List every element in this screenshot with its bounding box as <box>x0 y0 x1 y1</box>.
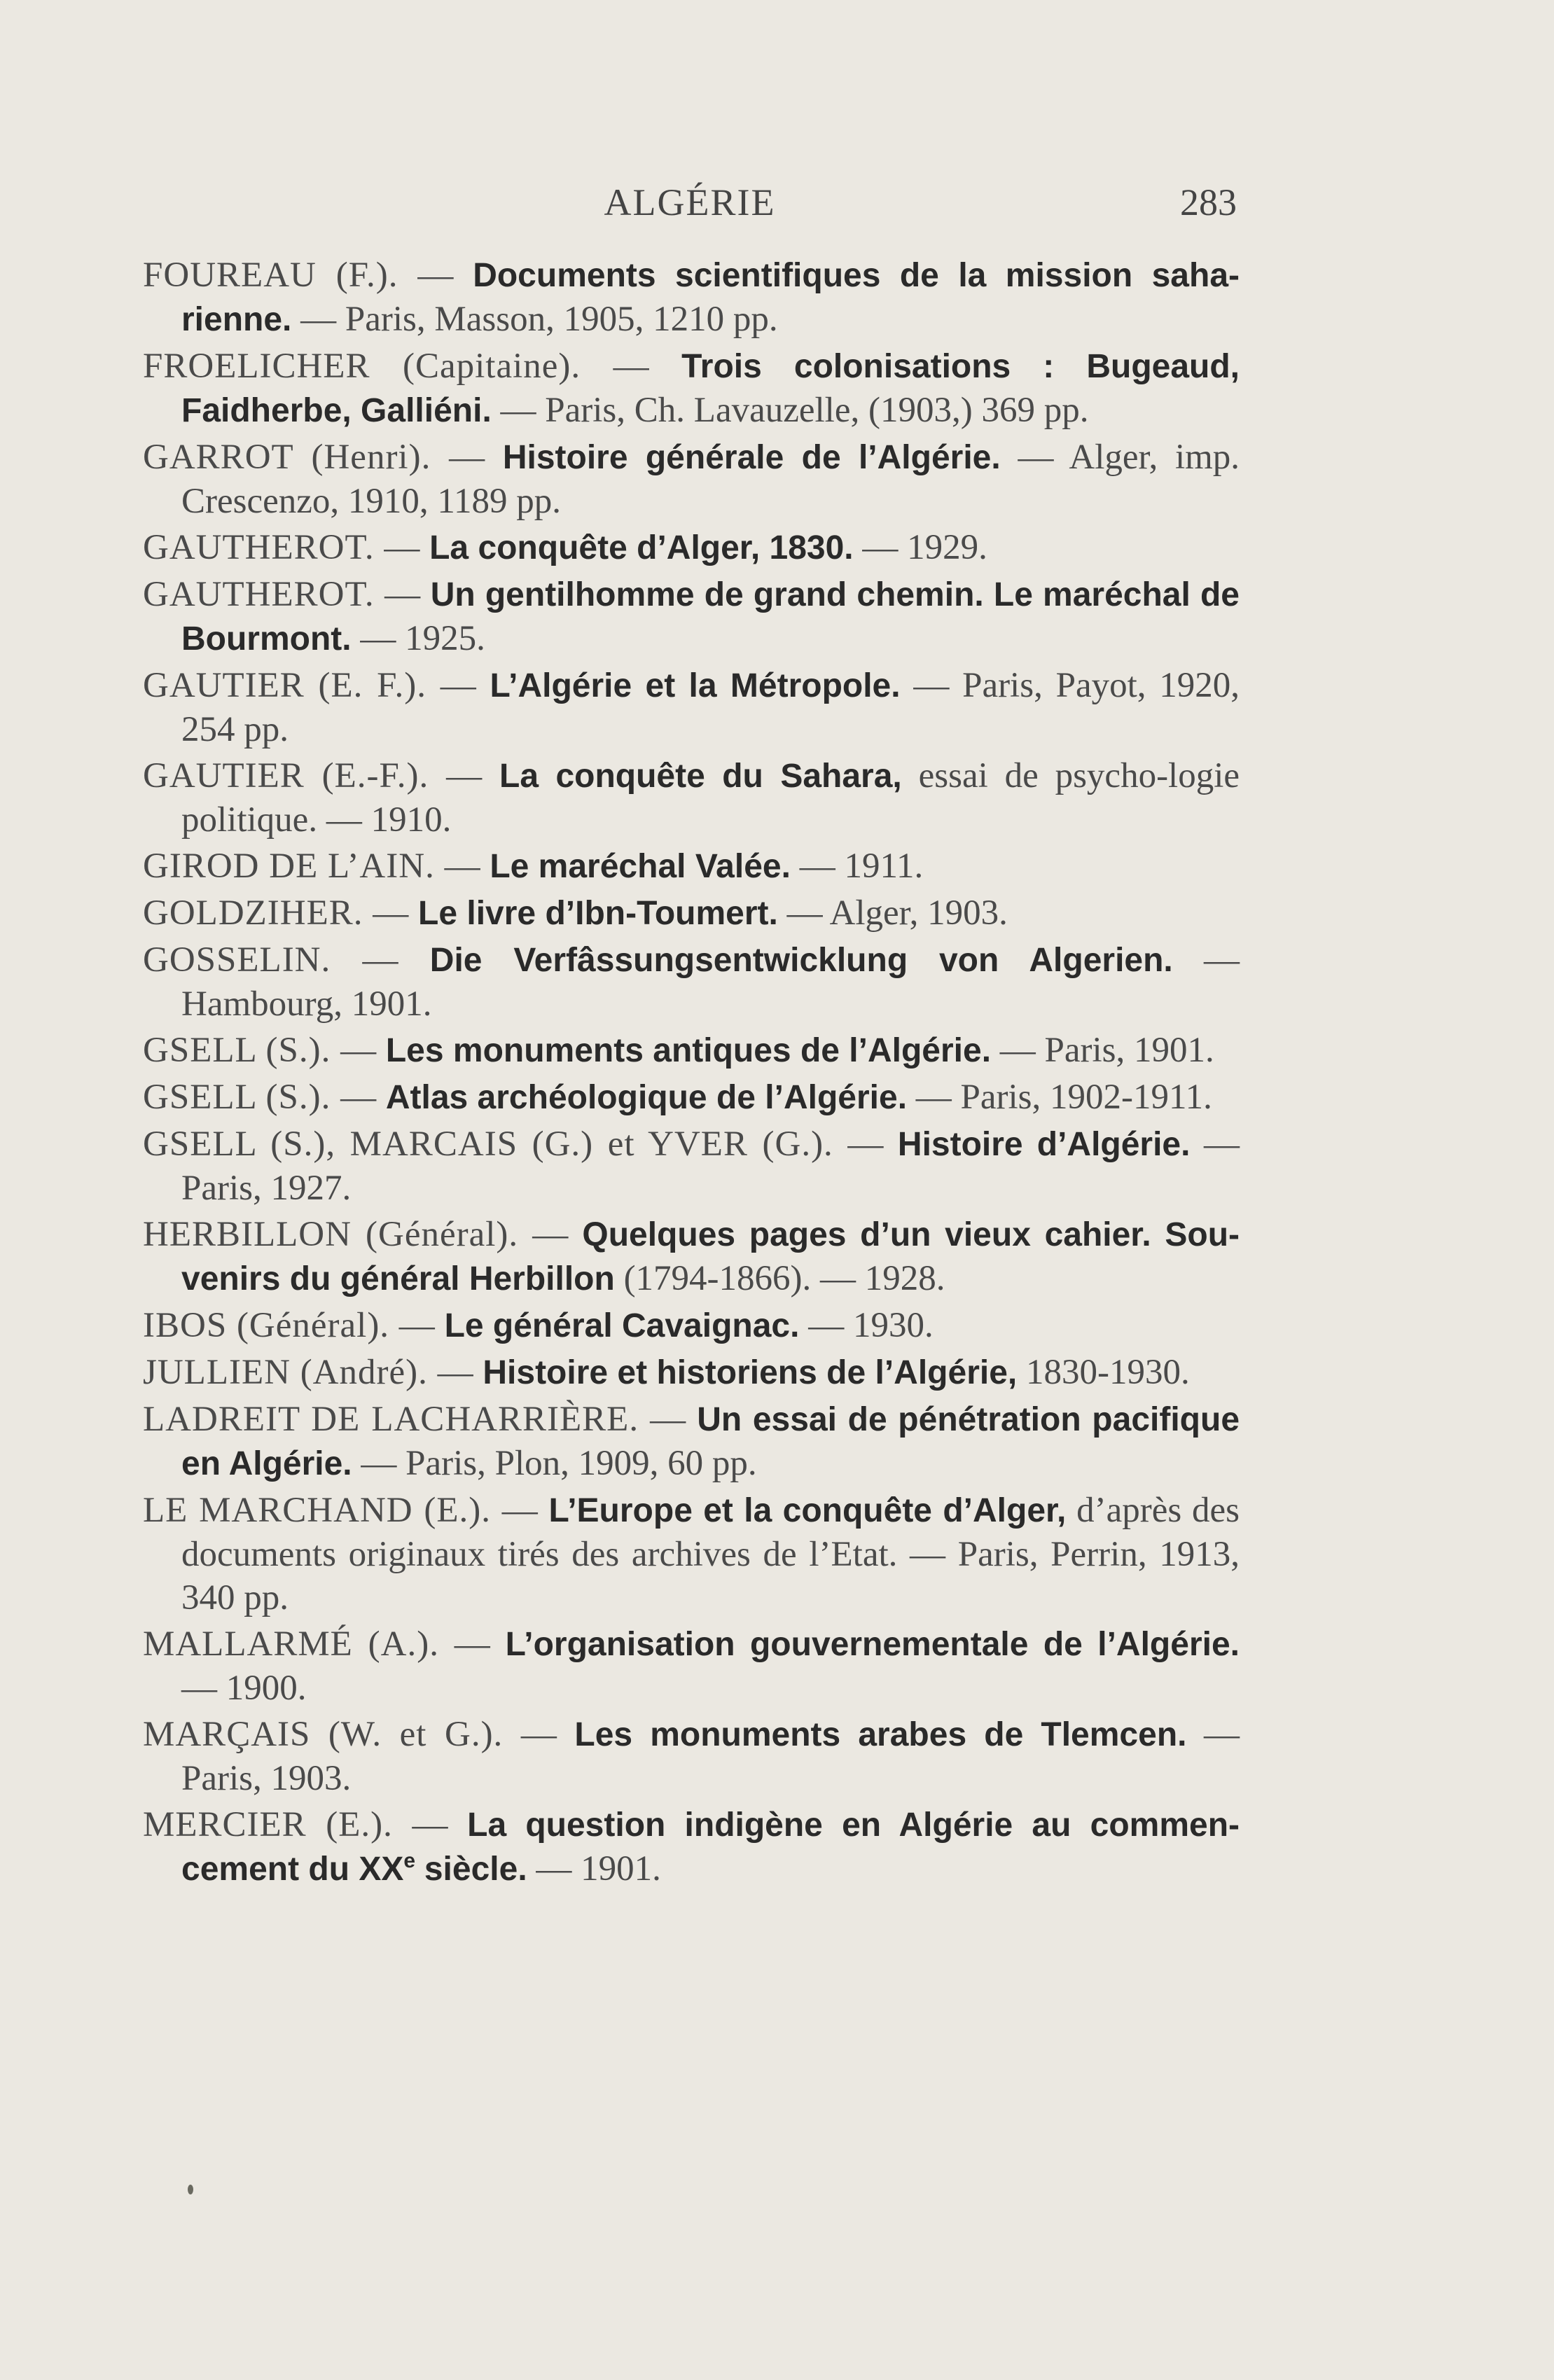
entry-details: — 1901. <box>536 1849 661 1888</box>
entry-title: Quelques pages d’un vieux cahier. Sou-venirs du général Herbillon <box>181 1216 1240 1297</box>
page-number: 283 <box>1180 181 1237 223</box>
bibliography-entry <box>143 1713 1240 1800</box>
entry-details: — Paris, Masson, 1905, 1210 pp. <box>300 300 778 339</box>
entry-author: GOLDZIHER. — <box>143 893 410 933</box>
entry-title: Un essai de pénétration pacifique en Algérie. <box>181 1401 1240 1482</box>
entry-title: Les monuments arabes de Tlemcen. <box>574 1716 1187 1753</box>
entry-title: Die Verfâssungsentwicklung von Algerien. <box>429 942 1173 979</box>
bibliography-list <box>143 253 1240 1894</box>
entry-author: GSELL (S.). — <box>143 1078 377 1117</box>
entry-details: — 1930. <box>808 1306 934 1345</box>
entry-author: FOUREAU (F.). — <box>143 256 455 295</box>
entry-author: GOSSELIN. — <box>143 940 399 980</box>
entry-details: — Alger, imp. Crescenzo, 1910, 1189 pp. <box>181 438 1240 521</box>
entry-author: MARÇAIS (W. et G.). — <box>143 1715 557 1754</box>
bibliography-entry <box>143 938 1240 1026</box>
entry-title: Le livre d’Ibn-Toumert. <box>418 895 778 932</box>
bibliography-entry <box>143 1351 1240 1395</box>
bibliography-entry <box>143 1398 1240 1486</box>
bibliography-entry <box>143 345 1240 433</box>
entry-title-continued: siècle. <box>424 1851 527 1888</box>
bibliography-entry <box>143 436 1240 523</box>
entry-author: IBOS (Général). — <box>143 1306 436 1345</box>
entry-title: Histoire et historiens de l’Algérie, <box>483 1354 1018 1391</box>
entry-details: — Paris, 1903. <box>181 1715 1240 1798</box>
entry-author: GARROT (Henri). — <box>143 438 486 477</box>
entry-title: Histoire d’Algérie. <box>897 1126 1191 1163</box>
entry-details: — Paris, 1901. <box>999 1031 1214 1070</box>
entry-title: Histoire générale de l’Algérie. <box>502 439 1001 476</box>
entry-details: (1794-1866). — 1928. <box>623 1259 945 1298</box>
bibliography-entry <box>143 1213 1240 1301</box>
entry-title: Le général Cavaignac. <box>444 1307 800 1344</box>
page-header <box>143 181 1237 230</box>
entry-title: La conquête d’Alger, 1830. <box>429 529 854 566</box>
entry-details: — Paris, 1927. <box>181 1125 1240 1208</box>
entry-details: d’après des documents originaux tirés des archives de l’Etat. — Paris, Perrin, 1913, 340 pp. <box>181 1491 1240 1617</box>
bibliography-entry <box>143 1803 1240 1891</box>
entry-author: LADREIT DE LACHARRIÈRE. — <box>143 1400 687 1439</box>
entry-author: GAUTIER (E.-F.). — <box>143 756 483 795</box>
bibliography-entry <box>143 1622 1240 1710</box>
entry-title: Un gentilhomme de grand chemin. Le maréchal de Bourmont. <box>181 576 1240 657</box>
entry-title: Le maréchal Valée. <box>490 848 791 885</box>
entry-details: — Hambourg, 1901. <box>181 940 1240 1024</box>
entry-title: Trois colonisations : Bugeaud, Faidherbe, Galliéni. <box>181 348 1240 429</box>
entry-title: Documents scientifiques de la mission saha-rienne. <box>181 257 1240 338</box>
entry-author: LE MARCHAND (E.). — <box>143 1491 539 1530</box>
running-title: ALGÉRIE <box>604 181 776 223</box>
entry-details: — 1925. <box>360 619 485 658</box>
entry-title: L’organisation gouvernementale de l’Algérie. <box>505 1626 1240 1663</box>
entry-title: L’Europe et la conquête d’Alger, <box>548 1492 1067 1529</box>
bibliography-entry <box>143 526 1240 570</box>
entry-details: — 1900. <box>181 1669 307 1708</box>
entry-title: L’Algérie et la Métropole. <box>490 667 901 704</box>
entry-details: — 1929. <box>862 528 987 567</box>
entry-details: — Paris, Payot, 1920, 254 pp. <box>181 666 1240 749</box>
entry-details: — Paris, 1902-1911. <box>915 1078 1212 1117</box>
entry-author: GAUTHEROT. — <box>143 575 422 614</box>
entry-author: JULLIEN (André). — <box>143 1353 474 1392</box>
entry-details: essai de psycho-logie politique. — 1910. <box>181 756 1240 840</box>
print-speck <box>188 2185 193 2194</box>
entry-title: La conquête du Sahara, <box>499 758 902 795</box>
entry-author: GSELL (S.). — <box>143 1031 377 1070</box>
entry-details: 1830-1930. <box>1026 1353 1190 1392</box>
entry-author: MALLARMÉ (A.). — <box>143 1624 491 1664</box>
entry-details: — Alger, 1903. <box>786 893 1008 933</box>
bibliography-entry <box>143 844 1240 889</box>
bibliography-entry <box>143 1122 1240 1210</box>
bibliography-entry <box>143 253 1240 342</box>
entry-title-superscript: e <box>403 1849 416 1872</box>
entry-details: — 1911. <box>799 847 924 886</box>
entry-author: FROELICHER (Capitaine). — <box>143 347 650 386</box>
entry-author: GAUTIER (E. F.). — <box>143 666 477 705</box>
entry-title: Atlas archéologique de l’Algérie. <box>385 1079 908 1116</box>
bibliography-entry <box>143 573 1240 661</box>
entry-details: — Paris, Plon, 1909, 60 pp. <box>361 1444 757 1483</box>
bibliography-entry <box>143 664 1240 751</box>
entry-title: La question indigène en Algérie au commen-cement du XX <box>181 1807 1240 1888</box>
bibliography-entry <box>143 891 1240 935</box>
bibliography-entry <box>143 1489 1240 1620</box>
entry-author: GAUTHEROT. — <box>143 528 421 567</box>
entry-author: MERCIER (E.). — <box>143 1805 449 1844</box>
bibliography-entry <box>143 1029 1240 1073</box>
entry-author: GSELL (S.), MARCAIS (G.) et YVER (G.). — <box>143 1125 884 1164</box>
bibliography-entry <box>143 754 1240 842</box>
bibliography-entry <box>143 1076 1240 1120</box>
entry-author: HERBILLON (Général). — <box>143 1215 569 1254</box>
bibliography-entry <box>143 1304 1240 1348</box>
entry-author: GIROD DE L’AIN. — <box>143 847 481 886</box>
entry-title: Les monuments antiques de l’Algérie. <box>385 1032 992 1069</box>
entry-details: — Paris, Ch. Lavauzelle, (1903,) 369 pp. <box>500 391 1089 430</box>
